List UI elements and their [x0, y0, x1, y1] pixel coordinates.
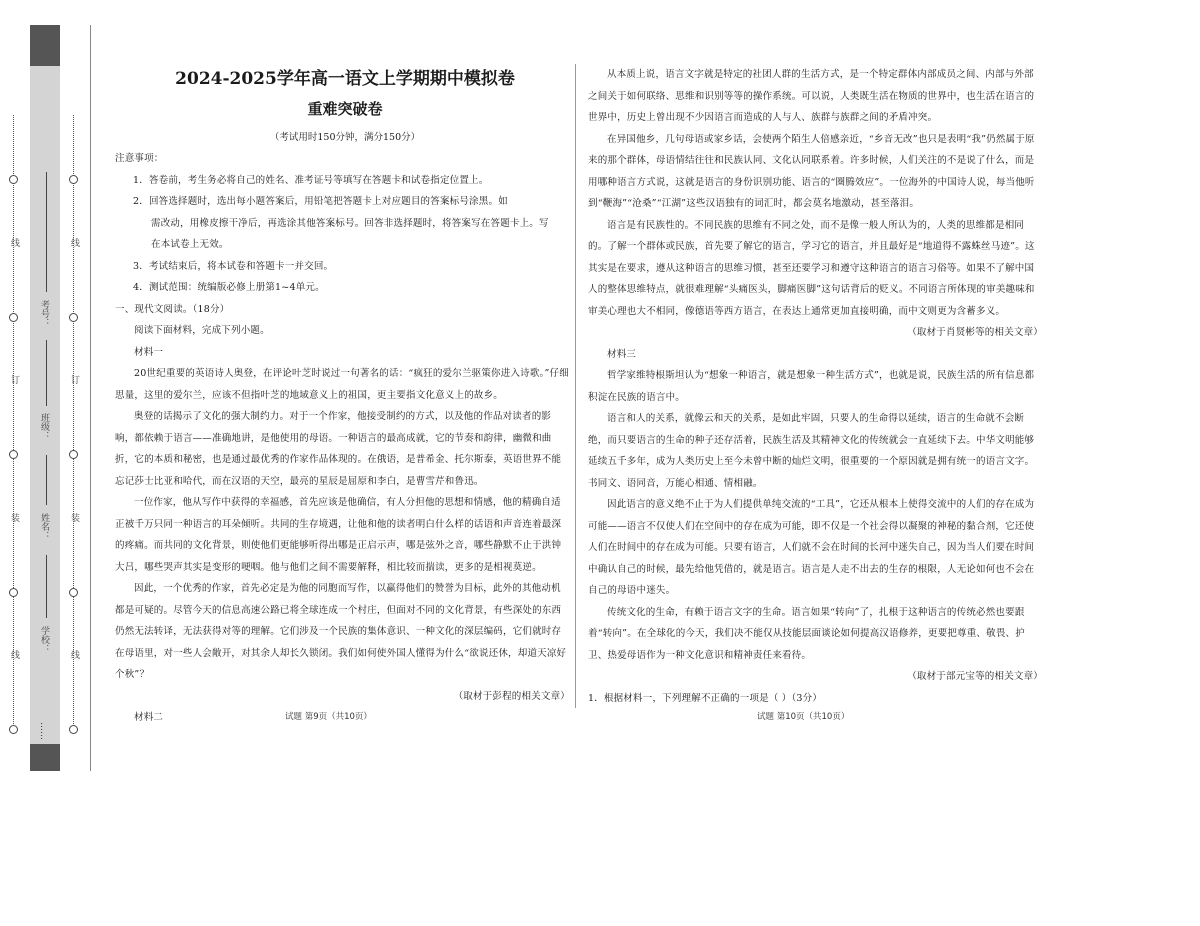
material-2-paragraph: 从本质上说，语言文字就是特定的社团人群的生活方式，是一个特定群体内部成员之间、内部与外部之间关于如何联络、思维和识别等等的操作系统。可以说，人类既生活在物质的世界中，也生活在语言的世界中，历史上曾出现不少因语言而造成的人与人、族群与族群之间的矛盾冲突。 — [588, 69, 1035, 123]
inner-hole-1 — [69, 175, 78, 184]
material-3-label: 材料三 — [607, 348, 637, 360]
outer-hole-1 — [9, 175, 18, 184]
outer-label-xian-1: 线 — [9, 238, 19, 247]
footer-page-10: 试题 第10页（共10页） — [757, 712, 850, 722]
page-subtitle: 重难突破卷 — [307, 100, 383, 118]
note-item-2: 2．回答选择题时，选出每小题答案后，用铅笔把答题卡上对应题目的答案标号涂黑。如 — [133, 196, 508, 207]
outer-label-ding-1: 订 — [9, 375, 19, 384]
inner-hole-4 — [69, 588, 78, 597]
field-label-school: 学校： — [39, 626, 49, 653]
outer-label-zhuang-1: 装 — [9, 513, 19, 522]
section-heading: 一、现代文阅读。（18分） — [115, 303, 230, 315]
field-line-class[interactable] — [46, 340, 47, 406]
outer-label-xian-2: 线 — [9, 650, 19, 659]
material-1-source: （取材于彭程的相关文章） — [453, 690, 570, 702]
outer-hole-5 — [9, 725, 18, 734]
inner-hole-5 — [69, 725, 78, 734]
binding-dots: …… — [38, 722, 48, 740]
material-1-paragraph: 因此，一个优秀的作家，首先必定是为他的同胞而写作，以赢得他们的赞誉为目标，此外的其他动机都是可疑的。尽管今天的信息高速公路已将全球连成一个村庄，但面对不同的文化背景，有些深处的东西仍然无法转译，无法获得对等的理解。它们涉及一个民族的集体意识、一种文化的深层编码，它们就时存在母语里，对一些人会敞开，对其余人却长久锁闭。我们如何使外国人懂得为什么“欲说还休，却道天凉好个秋”？ — [115, 583, 567, 680]
outer-hole-2 — [9, 313, 18, 322]
page-title: 2024-2025学年高一语文上学期期中模拟卷 — [175, 69, 515, 89]
exam-info: （考试用时150分钟，满分150分） — [269, 132, 421, 143]
outer-hole-3 — [9, 450, 18, 459]
material-2-label: 材料二 — [134, 712, 164, 723]
note-item-1: 1．答卷前，考生务必将自己的姓名、准考证号等填写在答题卡和试卷指定位置上。 — [133, 174, 489, 186]
column-divider — [575, 64, 576, 708]
outer-cut-line — [13, 115, 14, 730]
inner-label-xian-1: 线 — [69, 238, 79, 247]
left-column — [115, 148, 570, 729]
inner-label-xian-2: 线 — [69, 650, 79, 659]
binding-border-line — [90, 25, 91, 771]
inner-hole-3 — [69, 450, 78, 459]
note-item-2-cont: 需改动，用橡皮擦干净后，再选涂其他答案标号。回答非选择题时，将答案写在答题卡上。写 — [151, 217, 549, 229]
right-column — [588, 64, 1043, 709]
note-item-2-cont2: 在本试卷上无效。 — [151, 239, 229, 250]
question-1: 1．根据材料一，下列理解不正确的一项是（ ）（3分） — [588, 692, 823, 704]
material-1-label: 材料一 — [134, 346, 164, 358]
field-label-exam-number: 考号： — [39, 300, 49, 327]
field-line-exam-number[interactable] — [46, 172, 47, 292]
notes-heading: 注意事项： — [115, 153, 164, 164]
field-line-name[interactable] — [46, 455, 47, 505]
material-3-paragraph: 语言和人的关系，就像云和天的关系，是如此牢固，只要人的生命得以延续，语言的生命就不会断绝，而只要语言的生命的种子还存活着，民族生活及其精神文化的传统就会一直延续下去。中华文明能够延续五千多年，成为人类历史上至今未曾中断的灿烂文明，很重要的一个原因就是拥有统一的语言文字。书同文、语同音，万能心相通、情相融。 — [588, 413, 1035, 489]
material-1-paragraph: 一位作家，他从写作中获得的幸福感，首先应该是他确信，有人分担他的思想和情感，他的精确自适正被千万只同一种语言的耳朵倾听。共同的生存境遇，让他和他的读者明白什么样的话语和声音连着最深的疼痛。而共同的文化背景，则使他们更能够听得出哪是正启示声，哪是弦外之音，哪些静默不止于洪钟大吕，哪些哭声其实是变形的哽咽。他与他们之间不需要解释，相比较而揣读，更多的是相视莫逆。 — [115, 497, 562, 573]
material-2-paragraph: 语言是有民族性的。不同民族的思维有不同之处，而不是像一般人所认为的，人类的思维都是相同的。了解一个群体或民族，首先要了解它的语言，学习它的语言，并且最好是“地道得不露蛛丝马迹”。这其实是在要求，遵从这种语言的思维习惯，甚至还要学习和遵守这种语言的语言习俗等。如果不了解中国人的整体思维特点，就很难理解“头痛医头，脚痛医脚”这句话背后的贬义。不同语言所体现的审美趣味和审美心理也大不相同，像德语等西方语言，在表达上通常更加直接明确，而中文则更为含蓄多义。 — [588, 219, 1035, 317]
inner-label-ding-1: 订 — [69, 375, 79, 384]
field-label-class: 班级： — [39, 413, 49, 440]
inner-hole-2 — [69, 313, 78, 322]
material-2-paragraph: 在异国他乡，几句母语或家乡话，会使两个陌生人倍感亲近，“乡音无改”也只是表明“我”仍然属于原来的那个群体，母语情结往往和民族认同、文化认同联系着。许多时候，人们关注的不是说了什么，而是用哪种语言方式说，这就是语言的身份识别功能、语言的“圈腾效应”。一位海外的中国诗人说，每当他听到“鞭海”“沧桑”“江湖”这些汉语独有的词汇时，都会莫名地激动，甚至落泪。 — [588, 133, 1035, 209]
material-3-paragraph: 因此语言的意义绝不止于为人们提供单纯交流的“工具”，它还从根本上使得交流中的人们的存在成为可能——语言不仅使人们在空间中的存在成为可能，即不仅是一个社会得以凝聚的神秘的黏合剂，它还使人们在时间中的存在成为可能。只要有语言，人们就不会在时间的长河中迷失自己，因为当人们要在时间中确认自己的时候，最先给他凭借的，就是语言。语言是人走不出去的生存的根限，人无论如何也不会在自己的母语中迷失。 — [588, 499, 1035, 596]
inner-cut-line — [73, 115, 74, 730]
field-label-name: 姓名： — [39, 513, 49, 540]
outer-hole-4 — [9, 588, 18, 597]
note-item-3: 3．考试结束后，将本试卷和答题卡一并交回。 — [133, 260, 334, 272]
footer-page-9: 试题 第9页（共10页） — [285, 712, 372, 722]
material-1-paragraph: 20世纪重要的英语诗人奥登，在评论叶芝时说过一句著名的话：“疯狂的爱尔兰驱策你进入诗歌。”仔细思量，这里的爱尔兰，应该不但指叶芝的地域意义上的祖国，更主要指文化意义上的故乡。 — [115, 368, 569, 401]
material-3-paragraph: 哲学家维特根斯坦认为“想象一种语言，就是想象一种生活方式”，也就是说，民族生活的所有信息都积淀在民族的语言中。 — [588, 370, 1035, 403]
inner-label-zhuang-1: 装 — [69, 513, 79, 522]
material-1-paragraph: 奥登的话揭示了文化的强大制约力。对于一个作家，他接受制约的方式，以及他的作品对读者的影响，都依赖于语言——准确地讲，是他使用的母语。一种语言的最高成就，它的节奏和韵律，幽微和曲折，它的本质和秘密，也是通过最优秀的作家作品体现的。在俄语，是普希金、托尔斯泰，英语世界不能忘记莎士比亚和哈代，而在汉语的天空，最亮的星辰是屈原和李白，是曹雪芹和鲁迅。 — [115, 411, 562, 487]
note-item-4: 4．测试范围：统编版必修上册第1~4单元。 — [133, 282, 325, 293]
material-3-paragraph: 传统文化的生命，有赖于语言文字的生命。语言如果“转向”了，扎根于这种语言的传统必然也要跟着“转向”。在全球化的今天，我们决不能仅从技能层面谈论如何提高汉语修养，更要把尊重、敬畏、护卫、热爱母语作为一种文化意识和精神责任来看待。 — [588, 606, 1025, 661]
field-line-school[interactable] — [46, 555, 47, 618]
material-3-source: （取材于部元宝等的相关文章） — [907, 671, 1043, 682]
section-instruction: 阅读下面材料，完成下列小题。 — [134, 325, 270, 336]
material-2-source: （取材于肖贤彬等的相关文章） — [907, 327, 1043, 338]
